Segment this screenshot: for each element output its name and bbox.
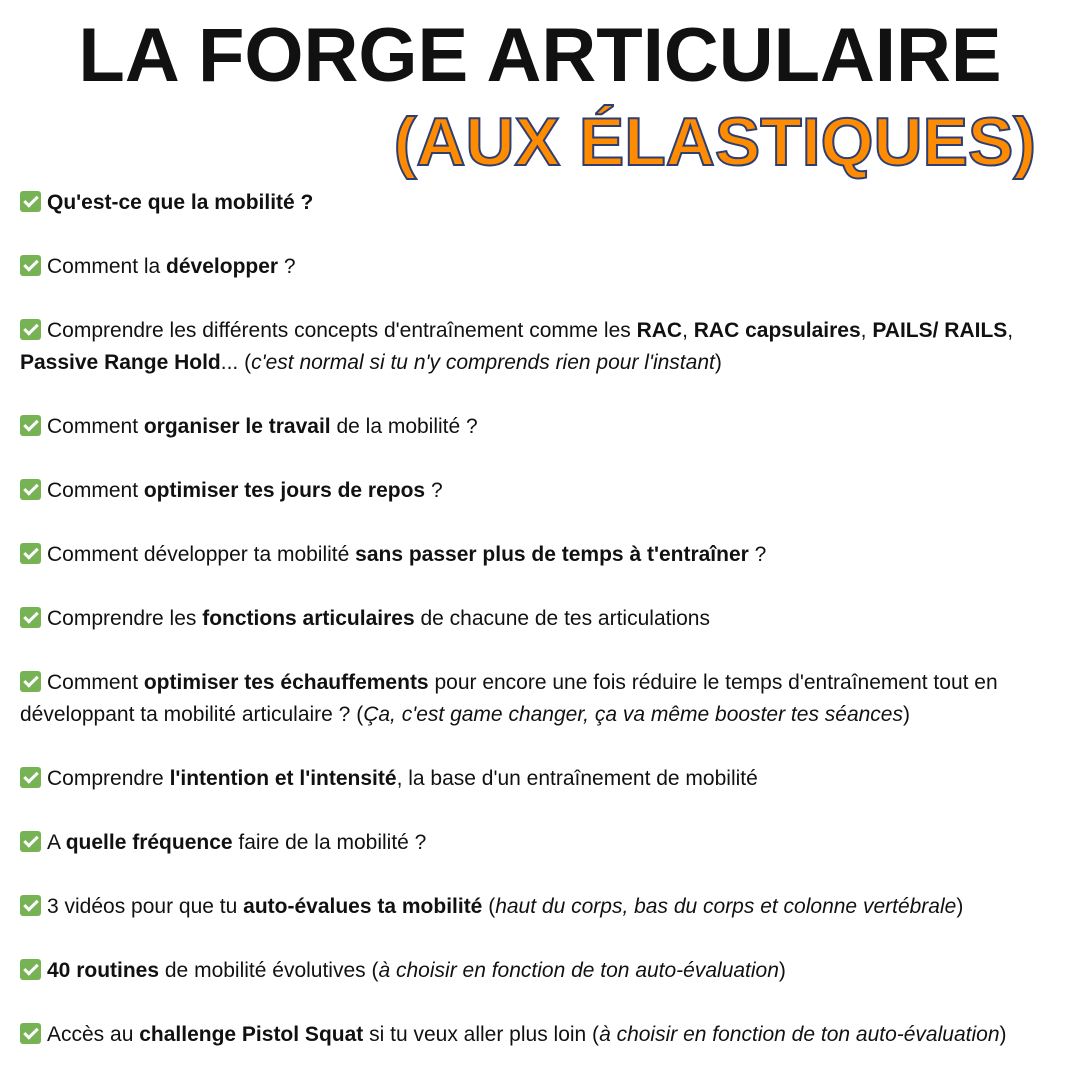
list-item	[20, 251, 1060, 283]
item-text: ,	[860, 319, 873, 342]
bold-text: Passive Range Hold	[20, 351, 221, 374]
item-text: faire de la mobilité ?	[232, 831, 427, 854]
item-text: , la base d'un entraînement de mobilité	[396, 767, 758, 790]
item-text: ,	[1007, 319, 1014, 342]
page-subtitle	[394, 104, 1036, 180]
bold-text: RAC	[636, 319, 683, 342]
item-text: ... (	[220, 351, 252, 374]
item-text: )	[999, 1023, 1007, 1046]
list-item	[20, 475, 1060, 507]
bold-text: PAILS/ RAILS	[872, 319, 1008, 342]
item-text: Comment développer ta mobilité	[47, 543, 356, 566]
bold-text: fonctions articulaires	[202, 607, 415, 630]
check-mark-icon	[20, 415, 41, 436]
item-text: Comprendre les	[47, 607, 203, 630]
bold-text: challenge Pistol Squat	[139, 1023, 364, 1046]
list-item	[20, 539, 1060, 571]
check-mark-icon	[20, 543, 41, 564]
item-text: de mobilité évolutives (	[159, 959, 379, 982]
bold-text: sans passer plus de temps à t'entraîner	[355, 543, 749, 566]
item-text: de chacune de tes articulations	[414, 607, 710, 630]
item-text: de la mobilité ?	[330, 415, 478, 438]
italic-text: c'est normal si tu n'y comprends rien pour l'instant	[251, 351, 715, 374]
title-text: LA FORGE ARTICULAIRE	[78, 13, 1002, 98]
italic-text: à choisir en fonction de ton auto-évaluation	[599, 1023, 1000, 1046]
bold-text: quelle fréquence	[65, 831, 233, 854]
item-text: )	[714, 351, 722, 374]
list-item	[20, 827, 1060, 859]
item-text: ?	[278, 255, 296, 278]
check-mark-icon	[20, 191, 41, 212]
italic-text: à choisir en fonction de ton auto-évaluation	[378, 959, 779, 982]
item-text: ,	[682, 319, 694, 342]
item-text: Comprendre	[47, 767, 170, 790]
list-item	[20, 667, 1060, 731]
check-mark-icon	[20, 255, 41, 276]
italic-text: haut du corps, bas du corps et colonne vertébrale	[495, 895, 957, 918]
bold-text: optimiser tes jours de repos	[143, 479, 426, 502]
item-text: Comment	[47, 671, 144, 694]
feature-list	[20, 187, 1060, 1083]
list-item	[20, 955, 1060, 987]
item-text: pour encore une fois réduire le temps d'entraînement tout en développant ta mobilité articulaire ? (	[20, 671, 998, 726]
item-text: Comprendre les différents concepts d'entraînement comme les	[47, 319, 637, 342]
check-mark-icon	[20, 479, 41, 500]
check-mark-icon	[20, 959, 41, 980]
check-mark-icon	[20, 319, 41, 340]
bold-text: optimiser tes échauffements	[143, 671, 429, 694]
item-text: 3 vidéos pour que tu	[47, 895, 244, 918]
bold-text: 40 routines	[47, 959, 160, 982]
bold-text: RAC capsulaires	[693, 319, 861, 342]
check-mark-icon	[20, 895, 41, 916]
list-item	[20, 315, 1060, 379]
check-mark-icon	[20, 831, 41, 852]
item-text: )	[778, 959, 786, 982]
item-text: si tu veux aller plus loin (	[363, 1023, 600, 1046]
page-title	[0, 12, 1080, 100]
check-mark-icon	[20, 671, 41, 692]
list-item	[20, 603, 1060, 635]
bold-text: organiser le travail	[143, 415, 331, 438]
list-item	[20, 411, 1060, 443]
item-text: (	[482, 895, 496, 918]
list-item	[20, 1019, 1060, 1051]
subtitle-text: (AUX ÉLASTIQUES)	[393, 104, 1036, 180]
bold-text: l'intention et l'intensité	[169, 767, 397, 790]
bold-text: auto-évalues ta mobilité	[243, 895, 483, 918]
item-text: A	[47, 831, 66, 854]
item-text: Comment la	[47, 255, 167, 278]
italic-text: Ça, c'est game changer, ça va même booster tes séances	[363, 703, 903, 726]
check-mark-icon	[20, 767, 41, 788]
bold-text: Qu'est-ce que la mobilité ?	[47, 191, 314, 214]
item-text: ?	[748, 543, 767, 566]
list-item	[20, 187, 1060, 219]
item-text: )	[903, 703, 910, 726]
list-item	[20, 891, 1060, 923]
item-text: Accès au	[47, 1023, 140, 1046]
list-item	[20, 763, 1060, 795]
bold-text: développer	[166, 255, 279, 278]
item-text: Comment	[47, 479, 144, 502]
item-text: Comment	[47, 415, 144, 438]
check-mark-icon	[20, 607, 41, 628]
item-text: ?	[425, 479, 443, 502]
item-text: )	[956, 895, 964, 918]
check-mark-icon	[20, 1023, 41, 1044]
